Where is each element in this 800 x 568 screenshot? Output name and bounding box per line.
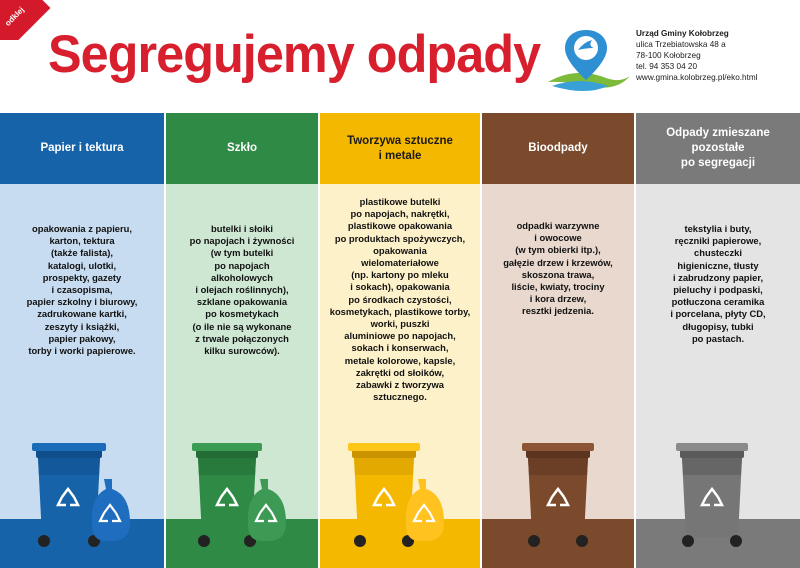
contact-web: www.gmina.kolobrzeg.pl/eko.html xyxy=(636,73,758,82)
column-bio xyxy=(482,113,634,568)
bin-plastic xyxy=(320,435,480,568)
corner-label: odklej xyxy=(3,5,26,28)
contact-org: Urząd Gminy Kołobrzeg xyxy=(636,29,729,38)
column-text-bio: odpadki warzywne i owocowe (w tym obierki itp.), gałęzie drzew i krzewów, skoszona trawa, liście, kwiaty, trociny i kora drzew, resztki jedzenia. xyxy=(503,220,613,317)
column-plastic xyxy=(320,113,480,568)
column-header-paper: Papier i tektura xyxy=(0,113,164,184)
bin-bio xyxy=(482,435,634,568)
contact-city: 78-100 Kołobrzeg xyxy=(636,51,701,60)
bin-paper xyxy=(0,435,164,568)
bin-glass xyxy=(166,435,318,568)
column-glass xyxy=(166,113,318,568)
waste-columns xyxy=(0,113,800,568)
column-header-plastic: Tworzywa sztuczne i metale xyxy=(320,113,480,184)
contact-phone: tel. 94 353 04 20 xyxy=(636,62,698,71)
contact-street: ulica Trzebiatowska 48 a xyxy=(636,40,726,49)
bin-mixed xyxy=(636,435,800,568)
column-paper xyxy=(0,113,164,568)
column-text-plastic: plastikowe butelki po napojach, nakrętki, plastikowe opakowania po produktach spożywczych, opakowania wielomateriałowe (np. kartony po mleku i sokach), opakowania po środkach czystości, kosmetykach, plastikowe torby, worki, puszki aluminiowe po napojach, sokach i konserwach, metale kolorowe, kapsle, zakrętki od słoików, zabawki z tworzywa sztucznego. xyxy=(329,196,471,403)
column-mixed xyxy=(636,113,800,568)
column-text-glass: butelki i słoiki po napojach i żywności (w tym butelki po napojach alkoholowych i olejach roślinnych), szklane opakowania po kosmetykach (o ile nie są wykonane z trwale połączonych kilku surowców). xyxy=(189,223,295,357)
contact-info xyxy=(636,28,758,83)
column-header-glass: Szkło xyxy=(166,113,318,184)
column-text-paper: opakowania z papieru, karton, tektura (także falista), katalogi, ulotki, prospekty, gazety i czasopisma, papier szkolny i biurowy, zadrukowane kartki, zeszyty i książki, papier pakowy, torby i worki papierowe. xyxy=(26,223,138,357)
column-text-mixed: tekstylia i buty, ręczniki papierowe, chusteczki higieniczne, tłusty i zabrudzony papier, pieluchy i podpaski, potłuczona ceramika i porcelana, płyty CD, długopisy, tubki po pastach. xyxy=(670,223,766,344)
header xyxy=(0,0,800,113)
page-title: Segregujemy odpady xyxy=(48,25,541,84)
column-header-mixed: Odpady zmieszane pozostałe po segregacji xyxy=(636,113,800,184)
column-header-bio: Bioodpady xyxy=(482,113,634,184)
municipality-logo xyxy=(546,26,632,98)
